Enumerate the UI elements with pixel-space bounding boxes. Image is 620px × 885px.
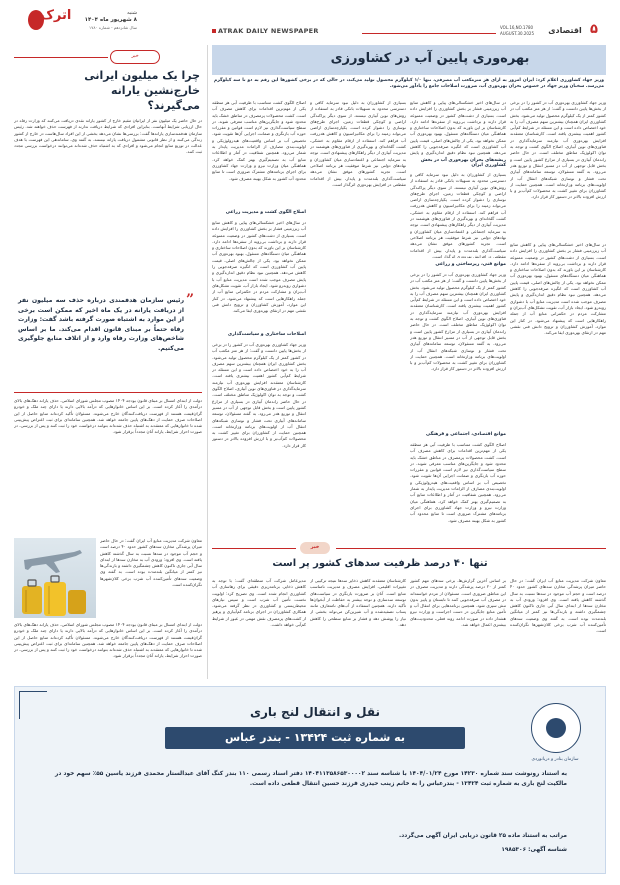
ad-subline: به شماره ثبت ۱۳۴۲۴ - بندر عباس <box>225 731 405 744</box>
paper-name-en: ATRAK DAILY NEWSPAPER <box>212 27 362 35</box>
vol-line: VOL.16,NO.1780 <box>500 25 534 30</box>
logo <box>28 4 72 36</box>
lead-column-4: اصلاح الگوی کشت متناسب با ظرفیت آبی هر منطقه یکی از مهم‌ترین اقدامات برای کاهش مصرف آب است. کشت محصولات پرمصرف در مناطق خشک باید محدود شود و جایگزین‌های مناسب معرفی شوند. در سطح سیاست‌گذاری نیز لازم است قوانین و مقررات حوزه آب بازنگری و ضمانت اجرایی آن‌ها تقویت شود. تخصیص آب بر اساس واقعیت‌های هیدرولوژیکی و اولویت‌بندی مصارف از الزامات مدیریت پایدار به شمار می‌رود. همچنین شفافیت در آمار و اطلاعات منابع آب به تصمیم‌گیری بهتر کمک خواهد کرد. هماهنگی میان وزارت نیرو و وزارت جهاد کشاورزی برای اجرای برنامه‌های مشترک ضروری است تا منابع محدود آب کشور به شکل بهینه مصرف شود. <box>212 100 306 181</box>
second-title: تنها ۴۰ درصد ظرفیت سدهای کشور پر است <box>272 558 488 569</box>
lead-column-2b: بسیاری از کشاورزان به دلیل نبود سرمایه کافی و دسترسی محدود به تسهیلات بانکی قادر به استفاده از روش‌های نوین آبیاری نیستند. از سوی دیگر پراکندگی اراضی و کوچکی قطعات زمین، اجرای طرح‌های نوسازی را دشوار کرده است. یکپارچه‌سازی اراضی می‌تواند زمینه را برای مکانیزاسیون و کاهش هدررفت آب فراهم کند. استفاده از ارقام مقاوم به خشکی، کشت گلخانه‌ای و بهره‌گیری از فناوری‌های هوشمند در مدیریت آبیاری از دیگر راهکارهای پیشنهادی است. توجه به سرمایه اجتماعی و اعتمادسازی میان کشاورزان و نهادهای دولتی نیز شرط موفقیت هر برنامه اصلاحی است. تجربه کشورهای موفق نشان می‌دهد سیاست‌گذاری بلندمدت و پایدار، بیش از اقدامات مقطعی در افزایش بهره‌وری اثرگذار است. <box>410 172 506 258</box>
airplane-luggage-illustration <box>14 538 96 618</box>
page-header <box>0 0 620 40</box>
ad-notice: مراتب به استناد ماده ۲۵ قانون دریایی ایران آگهی می‌گردد. <box>399 833 567 839</box>
sidebar-title: چرا یک میلیون ایرانی خارج‌نشین یارانه می‌گیرند؟ <box>84 69 200 112</box>
ad-block <box>14 686 606 874</box>
lead-column-3: بسیاری از کشاورزان به دلیل نبود سرمایه کافی و دسترسی محدود به تسهیلات بانکی قادر به استفاده از روش‌های نوین آبیاری نیستند. از سوی دیگر پراکندگی اراضی و کوچکی قطعات زمین، اجرای طرح‌های نوسازی را دشوار کرده است. یکپارچه‌سازی اراضی می‌تواند زمینه را برای مکانیزاسیون و کاهش هدررفت آب فراهم کند. استفاده از ارقام مقاوم به خشکی، کشت گلخانه‌ای و بهره‌گیری از فناوری‌های هوشمند در مدیریت آبیاری از دیگر راهکارهای پیشنهادی است. توجه به سرمایه اجتماعی و اعتمادسازی میان کشاورزان و نهادهای دولتی نیز شرط موفقیت هر برنامه اصلاحی است. تجربه کشورهای موفق نشان می‌دهد سیاست‌گذاری بلندمدت و پایدار، بیش از اقدامات مقطعی در افزایش بهره‌وری اثرگذار است. <box>310 100 406 187</box>
lead-title: بهره‌وری پایین آب در کشاورزی <box>330 51 530 66</box>
lead-column-4b: در سال‌های اخیر خشکسالی‌های پیاپی و کاهش منابع آب زیرزمینی فشار بر بخش کشاورزی را افزایش داده است. بسیاری از دشت‌های کشور در وضعیت ممنوعه قرار دارند و برداشت بی‌رویه از سفره‌ها ادامه دارد. کارشناسان بر این باورند که بدون اصلاحات ساختاری و هماهنگی میان دستگاه‌های مسئول، بهبود بهره‌وری آب ممکن نخواهد بود. یکی از چالش‌های اصلی، قیمت پایین آب کشاورزی است که انگیزه صرفه‌جویی را کاهش می‌دهد. همچنین نبود نظام دقیق اندازه‌گیری و پایش مصرف موجب شده است مدیریت منابع آب با دشواری روبه‌رو شود. ایجاد بازار آب، تقویت تشکل‌های آب‌بران و مشارکت مردم در حکمرانی منابع آب از جمله راهکارهایی است که پیشنهاد می‌شود. در کنار این موارد، آموزش کشاورزان و ترویج دانش فنی نقشی مهم در ارتقای بهره‌وری ایفا می‌کند. <box>212 220 306 314</box>
second-kicker-label: خبر <box>310 544 320 550</box>
sidebar-kicker-label: خبر <box>131 53 139 59</box>
lead-summary: وزیر جهاد کشاورزی اعلام کرد: ایران امروز به ازای هر مترمکعب آب مصرفی، تنها ۱/۰ کیلوگرم محصول تولید می‌کند، در حالی که در برخی کشورها این رقم به دو تا سه کیلوگرم می‌رسد. سخنان وزیر جهاد در خصوص بحران بهره‌وری آب، ضرورت اصلاحات جامع را یادآور می‌شود. <box>214 78 604 90</box>
lead-column-2: در سال‌های اخیر خشکسالی‌های پیاپی و کاهش منابع آب زیرزمینی فشار بر بخش کشاورزی را افزایش داده است. بسیاری از دشت‌های کشور در وضعیت ممنوعه قرار دارند و برداشت بی‌رویه از سفره‌ها ادامه دارد. کارشناسان بر این باورند که بدون اصلاحات ساختاری و هماهنگی میان دستگاه‌های مسئول، بهبود بهره‌وری آب ممکن نخواهد بود. یکی از چالش‌های اصلی، قیمت پایین آب کشاورزی است که انگیزه صرفه‌جویی را کاهش می‌دهد. همچنین نبود نظام دقیق اندازه‌گیری و پایش <box>410 100 506 156</box>
issue-date: ۸ شهریور ماه ۱۴۰۴ <box>84 17 137 23</box>
page-number: ۵ <box>590 22 598 37</box>
sidebar-body-3: معاون شرکت مدیریت منابع آب ایران گفت: در حال حاضر میزان پرشدگی مخازن سدهای کشور حدود ۴۰ درصد است و حجم آب موجود در سدها نسبت به سال گذشته کاهش یافته است. وی افزود: ورودی آب به مخازن سدها از ابتدای سال آبی جاری تاکنون کاهش چشمگیری داشته و بارندگی‌ها نیز کمتر از میانگین بلندمدت بوده است. به گفته وی وضعیت سدهای تأمین‌کننده آب شرب برخی کلان‌شهرها نگران‌کننده است. <box>100 538 202 588</box>
ad-corner-ornament-icon <box>19 691 47 719</box>
sidebar-divider <box>14 392 202 393</box>
ad-org-name: سازمان بنادر و دریانوردی <box>531 757 579 762</box>
subhead-5: اصلاحات ساختاری و سیاست‌گذاری <box>227 332 306 337</box>
quote-icon: ” <box>186 292 195 308</box>
subhead-4: اصلاح الگوی کشت و مدیریت زراعی <box>225 210 306 215</box>
ad-body: به استناد رونوشت سند شماره ۱۴۲۳۰ مورخ ۱۴۰۴/۰۱/۲۴ با شناسه سند ۱۴۰۴۱۱۳۵۸۶۵۳۰۰۰۰۲ دفتر اسناد رسمی ۱۱۰ بندر کنگ آقای عبدالستار محمدی فرزند یاسین ۵۵٪ سهم خود در مالکیت لنج باری به شماره ثبت ۱۳۴۲۴ - بندرعباس را به خانم زینب حیدری فرزند حسین انتقال قطعی داده است. <box>55 771 567 787</box>
second-column-2: بر اساس آخرین گزارش‌ها، برخی سدهای مهم کشور کمتر از ۲۰ درصد پرشدگی دارند و مدیریت مصرف در این مناطق ضروری است. مسئولان از مردم خواسته‌اند در مصرف آب صرفه‌جویی کنند تا تابستان و پاییز بدون تنش سپری شود. همچنین برنامه‌هایی برای انتقال آب و تأمین منابع جایگزین در دست اجراست و وزارت نیرو هشدار داده در صورت ادامه روند فعلی، محدودیت‌های بیشتری اعمال خواهد شد. <box>410 578 506 628</box>
second-column-4: مدیرعامل شرکت آب منطقه‌ای گفت: با توجه به کاهش ذخایر، برنامه‌ریزی دقیقی برای رهاسازی آب کشاورزی انجام شده است. وی تصریح کرد: اولویت نخست تأمین آب شرب است و سپس نیازهای محیط‌زیستی و کشاورزی در نظر گرفته می‌شود. همکاری کشاورزان در اجرای برنامه کم‌آبیاری و پرهیز از کشت‌های پرمصرف نقش مهمی در عبور از شرایط کم‌آبی خواهد داشت. <box>212 578 306 628</box>
date-line: AUGUST.30.2025 <box>500 31 535 36</box>
lead-column-4c: وزیر جهاد کشاورزی بهره‌وری آب در کشور را در برخی از بخش‌ها پایین دانست و گفت: از هر متر مکعب آب در کشور کمتر از یک کیلوگرم محصول تولید می‌شود. بخش کشاورزی ایران همچنان بیشترین سهم مصرف آب را به خود اختصاص داده است و این مسئله در شرایط کم‌آبی کشور اهمیت بیشتری یافته است. کارشناسان معتقدند افزایش بهره‌وری آب نیازمند سرمایه‌گذاری در فناوری‌های نوین آبیاری، اصلاح الگوی کشت و توجه به توان اکولوژیک مناطق مختلف است. در حال حاضر راندمان آبیاری در بسیاری از مزارع کشور پایین است و بخش قابل توجهی از آب در مسیر انتقال و توزیع هدر می‌رود. به گفته مسئولان، توسعه سامانه‌های آبیاری تحت فشار و نوسازی شبکه‌های انتقال آب از اولویت‌های برنامه وزارتخانه است. همچنین حمایت از کشاورزان برای تغییر کشت به محصولات کم‌آب‌بر و با ارزش افزوده بالاتر در دستور کار قرار دارد. <box>212 342 306 448</box>
column-rule <box>207 45 208 679</box>
lead-column-1: وزیر جهاد کشاورزی بهره‌وری آب در کشور را در برخی از بخش‌ها پایین دانست و گفت: از هر متر مکعب آب در کشور کمتر از یک کیلوگرم محصول تولید می‌شود. بخش کشاورزی ایران همچنان بیشترین سهم مصرف آب را به خود اختصاص داده است و این مسئله در شرایط کم‌آبی کشور اهمیت بیشتری یافته است. کارشناسان معتقدند افزایش بهره‌وری آب نیازمند سرمایه‌گذاری در فناوری‌های نوین آبیاری، اصلاح الگوی کشت و توجه به توان اکولوژیک مناطق مختلف است. در حال حاضر راندمان آبیاری در بسیاری از مزارع کشور پایین است و بخش قابل توجهی از آب در مسیر انتقال و توزیع هدر می‌رود. به گفته مسئولان، توسعه سامانه‌های آبیاری تحت فشار و نوسازی شبکه‌های انتقال آب از اولویت‌های برنامه وزارتخانه است. همچنین حمایت از کشاورزان برای تغییر کشت به محصولات کم‌آب‌بر و با ارزش افزوده بالاتر در دستور کار قرار دارد. <box>510 100 606 200</box>
logo-text: اترک <box>40 8 72 23</box>
lead-column-2d: اصلاح الگوی کشت متناسب با ظرفیت آبی هر منطقه یکی از مهم‌ترین اقدامات برای کاهش مصرف آب است. کشت محصولات پرمصرف در مناطق خشک باید محدود شود و جایگزین‌های مناسب معرفی شوند. در سطح سیاست‌گذاری نیز لازم است قوانین و مقررات حوزه آب بازنگری و ضمانت اجرایی آن‌ها تقویت شود. تخصیص آب بر اساس واقعیت‌های هیدرولوژیکی و اولویت‌بندی مصارف از الزامات مدیریت پایدار به شمار می‌رود. همچنین شفافیت در آمار و اطلاعات منابع آب به تصمیم‌گیری بهتر کمک خواهد کرد. هماهنگی میان وزارت نیرو و وزارت جهاد کشاورزی برای اجرای برنامه‌های مشترک ضروری است تا منابع محدود آب کشور به شکل بهینه مصرف شود. <box>410 442 506 523</box>
section-label: اقتصادی <box>548 26 582 35</box>
sidebar-kicker-rule <box>14 57 108 58</box>
second-kicker-rule <box>336 548 606 549</box>
sidebar-body-4: دولت از ابتدای امسال بر مبنای قانون بودجه ۱۴۰۴ مصوب مجلس شورای اسلامی، حذف یارانه دهک‌های بالای درآمدی را آغاز کرده است. بر این اساس خانوارهایی که درآمد بالایی دارند یا دارای چند ملک و خودرو گران‌قیمت هستند از فهرست دریافت‌کنندگان خارج می‌شوند. مسئولان تأکید کرده‌اند منابع حاصل از این اصلاحات صرف حمایت از دهک‌های پایین جامعه خواهد شد. همچنین سامانه‌ای برای ثبت اعتراض پیش‌بینی شده تا خانوارهایی که معتقدند به اشتباه حذف شده‌اند بتوانند درخواست خود را ثبت کنند و پس از بررسی، در صورت احراز شرایط، یارانه آنان مجدداً برقرار شود. <box>14 622 202 659</box>
subhead-3: موانع اقتصادی، اجتماعی و فرهنگی <box>425 432 506 437</box>
subhead-1: ریشه‌های بحران بهره‌وری آب در بخش کشاورزی ایران <box>420 158 506 168</box>
lead-column-2c: وزیر جهاد کشاورزی بهره‌وری آب در کشور را در برخی از بخش‌ها پایین دانست و گفت: از هر متر مکعب آب در کشور کمتر از یک کیلوگرم محصول تولید می‌شود. بخش کشاورزی ایران همچنان بیشترین سهم مصرف آب را به خود اختصاص داده است و این مسئله در شرایط کم‌آبی کشور اهمیت بیشتری یافته است. کارشناسان معتقدند افزایش بهره‌وری آب نیازمند سرمایه‌گذاری در فناوری‌های نوین آبیاری، اصلاح الگوی کشت و توجه به توان اکولوژیک مناطق مختلف است. در حال حاضر راندمان آبیاری در بسیاری از مزارع کشور پایین است و بخش قابل توجهی از آب در مسیر انتقال و توزیع هدر می‌رود. به گفته مسئولان، توسعه سامانه‌های آبیاری تحت فشار و نوسازی شبکه‌های انتقال آب از اولویت‌های برنامه وزارتخانه است. همچنین حمایت از کشاورزان برای تغییر کشت به محصولات کم‌آب‌بر و با ارزش افزوده بالاتر در دستور کار قرار دارد. <box>410 272 506 372</box>
sidebar-body-2: دولت از ابتدای امسال بر مبنای قانون بودجه ۱۴۰۴ مصوب مجلس شورای اسلامی، حذف یارانه دهک‌های بالای درآمدی را آغاز کرده است. بر این اساس خانوارهایی که درآمد بالایی دارند یا دارای چند ملک و خودرو گران‌قیمت هستند از فهرست دریافت‌کنندگان خارج می‌شوند. مسئولان تأکید کرده‌اند منابع حاصل از این اصلاحات صرف حمایت از دهک‌های پایین جامعه خواهد شد. همچنین سامانه‌ای برای ثبت اعتراض پیش‌بینی شده تا خانوارهایی که معتقدند به اشتباه حذف شده‌اند بتوانند درخواست خود را ثبت کنند و پس از بررسی، در صورت احراز شرایط، یارانه آنان مجدداً برقرار شود. <box>14 398 202 435</box>
ad-org-logo-icon <box>531 703 581 753</box>
second-column-3: کارشناسان معتقدند کاهش ذخایر سدها نتیجه ترکیبی از تغییرات اقلیمی، افزایش مصرف و مدیریت نامناسب منابع است. آنان بر ضرورت بازنگری در سیاست‌های توسعه سدسازی و توجه بیشتر به حفاظت از آبخوان‌ها تأکید دارند. همچنین استفاده از آب‌های نامتعارف مانند پساب تصفیه‌شده و آب شیرین‌کن می‌تواند بخشی از نیاز را پوشش دهد و فشار بر منابع سطحی را کاهش دهد. <box>310 578 406 628</box>
ad-headline: نقل و انتقال لنج باری <box>249 705 381 719</box>
issue-day: شنبه <box>127 10 137 16</box>
sidebar-image <box>14 538 96 618</box>
issue-meta: سال شانزدهم - شماره ۱۷۸۰ <box>89 25 137 30</box>
second-kicker-rule-left <box>212 548 296 549</box>
header-red-marker <box>212 29 216 33</box>
lead-column-1b: در سال‌های اخیر خشکسالی‌های پیاپی و کاهش منابع آب زیرزمینی فشار بر بخش کشاورزی را افزایش داده است. بسیاری از دشت‌های کشور در وضعیت ممنوعه قرار دارند و برداشت بی‌رویه از سفره‌ها ادامه دارد. کارشناسان بر این باورند که بدون اصلاحات ساختاری و هماهنگی میان دستگاه‌های مسئول، بهبود بهره‌وری آب ممکن نخواهد بود. یکی از چالش‌های اصلی، قیمت پایین آب کشاورزی است که انگیزه صرفه‌جویی را کاهش می‌دهد. همچنین نبود نظام دقیق اندازه‌گیری و پایش مصرف موجب شده است مدیریت منابع آب با دشواری روبه‌رو شود. ایجاد بازار آب، تقویت تشکل‌های آب‌بران و مشارکت مردم در حکمرانی منابع آب از جمله راهکارهایی است که پیشنهاد می‌شود. در کنار این موارد، آموزش کشاورزان و ترویج دانش فنی نقشی مهم در ارتقای بهره‌وری ایفا می‌کند. <box>510 242 606 336</box>
sidebar-body: در حال حاضر یک میلیون نفر از ایرانیان مقیم خارج از کشور یارانه نقدی دریافت می‌کنند که وزارت رفاه در حال ارزیابی شرایط آنهاست. بنابراین افرادی که شرایط دریافت ندارند از فهرست حذف خواهند شد. رئیس سازمان هدفمندسازی یارانه‌ها گفت: بررسی‌ها نشان می‌دهد بخشی از این افراد سال‌هاست در خارج از کشور زندگی می‌کنند و از نظر قانونی مشمول دریافت یارانه نیستند. به گفته وی، ساماندهی این فهرست با هدف عدالت در توزیع منابع انجام می‌شود و افرادی که به اشتباه حذف شده‌اند می‌توانند درخواست بررسی مجدد ثبت کنند. <box>14 118 202 155</box>
subhead-2: موانع فنی، زیرساختی و زراعی <box>435 262 506 267</box>
second-column-1: معاون شرکت مدیریت منابع آب ایران گفت: در حال حاضر میزان پرشدگی مخازن سدهای کشور حدود ۴۰ درصد است و حجم آب موجود در سدها نسبت به سال گذشته کاهش یافته است. وی افزود: ورودی آب به مخازن سدها از ابتدای سال آبی جاری تاکنون کاهش چشمگیری داشته و بارندگی‌ها نیز کمتر از میانگین بلندمدت بوده است. به گفته وی وضعیت سدهای تأمین‌کننده آب شرب برخی کلان‌شهرها نگران‌کننده است. <box>510 578 606 634</box>
ad-id-line: شناسه آگهی: ۱۹۸۵۳۰۶ <box>501 847 567 853</box>
sidebar-quote: رئیس سازمان هدفمندی درباره حذف سه میلیون نفر از دریافت یارانه در یک ماه اخیر که ممکن است برخی از این موارد به اشتباه صورت گرفته باشد گفت: وزارت رفاه حتماً بر مبنای قانون اقدام می‌کند. ما بر اساس شاخص‌های وزارت رفاه وارد و از اتلاف منابع جلوگیری می‌کنیم. <box>18 297 184 352</box>
